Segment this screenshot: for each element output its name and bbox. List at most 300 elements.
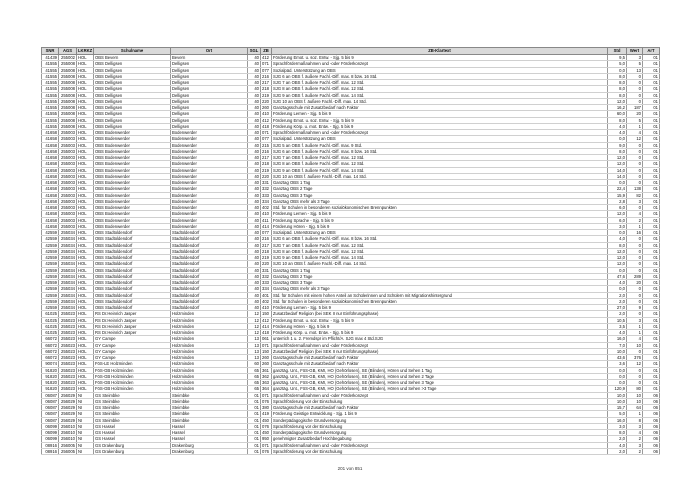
cell-sgl: 40: [248, 55, 261, 61]
cell-zb-klartext: Sprachfördermaßnahmen und -oder Förderkonzept: [272, 342, 608, 348]
cell-sgl: 40: [248, 286, 261, 292]
cell-art: 01: [643, 111, 660, 117]
cell-ags: 255008: [59, 92, 77, 98]
cell-ort: Holzminden: [171, 323, 248, 329]
cell-std: 0,0: [608, 373, 627, 379]
cell-snr: 06087: [42, 405, 59, 411]
cell-std: 8,0: [608, 73, 627, 79]
cell-zb-klartext: Ganztag OBS mehr als 3 Tage: [272, 198, 608, 204]
cell-lkrkz: HOL: [77, 311, 94, 317]
cell-zb-klartext: Zusatzbedarf Religion (bei SEK II nur Einführungsphase): [272, 348, 608, 354]
cell-snr: 41658: [42, 136, 59, 142]
cell-zb-klartext: Ganztag OBS 2 Tage: [272, 273, 608, 279]
cell-zb-klartext: Ganztag OBS 3 Tage: [272, 192, 608, 198]
cell-art: 01: [643, 73, 660, 79]
cell-zb-klartext: Sozialpäd. Unterstützung an OBS: [272, 136, 608, 142]
cell-zb: 077: [261, 230, 272, 236]
cell-art: 01: [643, 61, 660, 67]
cell-wert: 10: [627, 342, 643, 348]
cell-snr: 41658: [42, 173, 59, 179]
cell-wert: 13: [627, 67, 643, 73]
cell-sgl: 40: [248, 186, 261, 192]
cell-zb-klartext: ganztäg. Unt., FöS-GB, KMI, HO (Gehörlosen), SE (Blinden), Hören und Sehen 3 Tage: [272, 380, 608, 386]
cell-wert: 0: [627, 242, 643, 248]
cell-wert: 1: [627, 223, 643, 229]
cell-sgl: 40: [248, 155, 261, 161]
cell-ort: Stadtoldendorf: [171, 236, 248, 242]
cell-zb: 414: [261, 323, 272, 329]
cell-sgl: 60: [248, 361, 261, 367]
cell-wert: 0: [627, 348, 643, 354]
cell-snr: 91820: [42, 373, 59, 379]
cell-std: 12,0: [608, 211, 627, 217]
cell-snr: 41555: [42, 67, 59, 73]
cell-schulname: OBS Stadtoldendorf: [94, 292, 171, 298]
cell-wert: 0: [627, 367, 643, 373]
header-row: [42, 48, 660, 55]
cell-art: 06: [643, 442, 660, 448]
cell-schulname: OBS Bodenwerder: [94, 173, 171, 179]
cell-ort: Stadtoldendorf: [171, 242, 248, 248]
cell-art: 01: [643, 173, 660, 179]
cell-art: 01: [643, 311, 660, 317]
cell-zb-klartext: Förderung Lernen - Sjg. 5 bis 9: [272, 305, 608, 311]
cell-sgl: 40: [248, 142, 261, 148]
cell-lkrkz: HOL: [77, 211, 94, 217]
cell-lkrkz: NI: [77, 442, 94, 448]
cell-sgl: 40: [248, 192, 261, 198]
cell-snr: 41555: [42, 123, 59, 129]
cell-ort: Delligsen: [171, 92, 248, 98]
cell-lkrkz: HOL: [77, 367, 94, 373]
cell-art: 01: [643, 305, 660, 311]
cell-snr: 08916: [42, 448, 59, 454]
cell-zb-klartext: SJG 10 an OBS f. äußere Fachl.-Diff. max. 14 Std.: [272, 98, 608, 104]
cell-zb-klartext: SJG 6 an OBS f. äußere Fachl.-Diff. max. 8 bzw. 16 Std.: [272, 73, 608, 79]
cell-snr: 41555: [42, 80, 59, 86]
cell-zb-klartext: Std. für Schulen in besonderen sozialökonomischen Brennpunkten: [272, 205, 608, 211]
cell-wert: 0: [627, 267, 643, 273]
col-sgl: SGL: [248, 48, 261, 55]
cell-std: 6,0: [608, 217, 627, 223]
cell-schulname: OBS Stadtoldendorf: [94, 305, 171, 311]
cell-snr: 41439: [42, 55, 59, 61]
cell-sgl: 12: [248, 323, 261, 329]
cell-snr: 42559: [42, 230, 59, 236]
cell-zb-klartext: Förderung Emot. u. soz. Entw. - Sjg. 5 bis 9: [272, 55, 608, 61]
cell-ort: Delligsen: [171, 86, 248, 92]
cell-snr: 42559: [42, 255, 59, 261]
cell-schulname: OBS Bodenwerder: [94, 186, 171, 192]
cell-schulname: OBS Bodenwerder: [94, 148, 171, 154]
cell-zb-klartext: Ganztagsschule mit Zusatzbedarf nach Faktor: [272, 361, 608, 367]
cell-ags: 255034: [59, 280, 77, 286]
cell-ort: Holzminden: [171, 348, 248, 354]
cell-art: 01: [643, 80, 660, 86]
cell-sgl: 40: [248, 273, 261, 279]
cell-zb: 362: [261, 373, 272, 379]
cell-sgl: 01: [248, 405, 261, 411]
cell-wert: 0: [627, 98, 643, 104]
cell-wert: 376: [627, 355, 643, 361]
cell-sgl: 65: [248, 386, 261, 392]
cell-art: 01: [643, 117, 660, 123]
cell-ort: Bodenwerder: [171, 136, 248, 142]
cell-schulname: OBS Delligsen: [94, 111, 171, 117]
cell-ags: 255034: [59, 261, 77, 267]
cell-schulname: GS Steimbke: [94, 417, 171, 423]
cell-zb: 401: [261, 292, 272, 298]
cell-schulname: FöS-GB Holzminden: [94, 386, 171, 392]
cell-schulname: OBS Delligsen: [94, 117, 171, 123]
cell-snr: 41658: [42, 130, 59, 136]
cell-snr: 42559: [42, 305, 59, 311]
cell-zb: 216: [261, 73, 272, 79]
cell-art: 06: [643, 411, 660, 417]
cell-art: 01: [643, 211, 660, 217]
cell-schulname: OBS Stadtoldendorf: [94, 255, 171, 261]
cell-ort: Holzminden: [171, 386, 248, 392]
cell-zb: 334: [261, 198, 272, 204]
cell-art: 01: [643, 261, 660, 267]
cell-wert: 64: [627, 405, 643, 411]
cell-art: 01: [643, 148, 660, 154]
cell-zb-klartext: SJG 7 an OBS f. äußere Fachl.-Diff. max. 12 Std.: [272, 155, 608, 161]
cell-std: 0,0: [608, 380, 627, 386]
cell-schulname: OBS Delligsen: [94, 86, 171, 92]
cell-ort: Delligsen: [171, 61, 248, 67]
cell-lkrkz: HOL: [77, 336, 94, 342]
cell-zb: 061: [261, 336, 272, 342]
cell-ort: Bodenwerder: [171, 130, 248, 136]
cell-art: 01: [643, 336, 660, 342]
cell-sgl: 40: [248, 161, 261, 167]
cell-schulname: OBS Bodenwerder: [94, 211, 171, 217]
cell-schulname: GS Hassel: [94, 423, 171, 429]
cell-ort: Delligsen: [171, 98, 248, 104]
cell-zb-klartext: Zusatzbedarf Religion (bei SEK II nur Einführungsphase): [272, 311, 608, 317]
cell-schulname: GS Steimbke: [94, 398, 171, 404]
cell-snr: 06087: [42, 398, 59, 404]
cell-zb-klartext: Ganztag OBS mehr als 3 Tage: [272, 286, 608, 292]
cell-art: 01: [643, 217, 660, 223]
cell-ort: Holzminden: [171, 330, 248, 336]
cell-wert: 0: [627, 92, 643, 98]
cell-art: 01: [643, 361, 660, 367]
cell-ort: Bevern: [171, 55, 248, 61]
cell-lkrkz: HOL: [77, 236, 94, 242]
cell-zb-klartext: Förderung Emot. u. soz. Entw. - Sjg. 5 bis 9: [272, 117, 608, 123]
cell-wert: 10: [627, 398, 643, 404]
cell-ort: Bodenwerder: [171, 155, 248, 161]
cell-snr: 41658: [42, 217, 59, 223]
cell-art: 01: [643, 230, 660, 236]
cell-lkrkz: HOL: [77, 80, 94, 86]
cell-art: 01: [643, 198, 660, 204]
cell-lkrkz: HOL: [77, 105, 94, 111]
cell-snr: 41555: [42, 117, 59, 123]
cell-wert: 4: [627, 430, 643, 436]
cell-zb-klartext: Sprachförderung vor der Einschulung: [272, 448, 608, 454]
cell-lkrkz: HOL: [77, 373, 94, 379]
cell-snr: 91820: [42, 380, 59, 386]
report-sheet: [41, 47, 659, 455]
cell-ags: 255003: [59, 130, 77, 136]
cell-zb: 216: [261, 148, 272, 154]
cell-snr: 42559: [42, 298, 59, 304]
cell-wert: 1: [627, 323, 643, 329]
cell-sgl: 40: [248, 305, 261, 311]
cell-sgl: 40: [248, 105, 261, 111]
cell-zb: 364: [261, 386, 272, 392]
cell-snr: 41658: [42, 148, 59, 154]
cell-sgl: 40: [248, 230, 261, 236]
cell-ort: Steimbke: [171, 417, 248, 423]
cell-zb-klartext: Sonderpädagogische Grundversorgung: [272, 430, 608, 436]
cell-zb: 450: [261, 430, 272, 436]
cell-lkrkz: HOL: [77, 123, 94, 129]
cell-lkrkz: NI: [77, 411, 94, 417]
cell-schulname: OBS Bodenwerder: [94, 161, 171, 167]
cell-ags: 255034: [59, 273, 77, 279]
cell-sgl: 40: [248, 261, 261, 267]
cell-snr: 91820: [42, 386, 59, 392]
cell-art: 01: [643, 167, 660, 173]
cell-ort: Holzminden: [171, 361, 248, 367]
cell-zb-klartext: Förderung Lernen - Sjg. 5 bis 9: [272, 211, 608, 217]
cell-wert: 2: [627, 217, 643, 223]
cell-ags: 255034: [59, 248, 77, 254]
cell-ort: Stadtoldendorf: [171, 292, 248, 298]
cell-lkrkz: HOL: [77, 273, 94, 279]
cell-std: 4,0: [608, 442, 627, 448]
cell-zb: 334: [261, 286, 272, 292]
cell-ort: Holzminden: [171, 317, 248, 323]
cell-schulname: GS Hassel: [94, 430, 171, 436]
cell-art: 01: [643, 292, 660, 298]
cell-schulname: OBS Bodenwerder: [94, 142, 171, 148]
cell-std: 4,0: [608, 123, 627, 129]
cell-art: 06: [643, 398, 660, 404]
cell-sgl: 01: [248, 411, 261, 417]
cell-ags: 255023: [59, 361, 77, 367]
cell-sgl: 40: [248, 298, 261, 304]
cell-sgl: 40: [248, 136, 261, 142]
cell-sgl: 40: [248, 248, 261, 254]
cell-art: 01: [643, 280, 660, 286]
cell-ags: 255003: [59, 205, 77, 211]
cell-art: 01: [643, 342, 660, 348]
cell-lkrkz: HOL: [77, 111, 94, 117]
cell-snr: 08916: [42, 442, 59, 448]
cell-art: 01: [643, 373, 660, 379]
cell-wert: 4: [627, 336, 643, 342]
cell-std: 27,0: [608, 305, 627, 311]
cell-wert: 0: [627, 205, 643, 211]
cell-sgl: 01: [248, 430, 261, 436]
cell-wert: 0: [627, 161, 643, 167]
cell-ort: Delligsen: [171, 67, 248, 73]
cell-sgl: 40: [248, 223, 261, 229]
cell-ags: 256010: [59, 423, 77, 429]
cell-zb: 077: [261, 67, 272, 73]
cell-schulname: OBS Bodenwerder: [94, 223, 171, 229]
cell-zb: 215: [261, 142, 272, 148]
cell-std: 2,0: [608, 298, 627, 304]
cell-sgl: 65: [248, 380, 261, 386]
cell-wert: 3: [627, 423, 643, 429]
cell-snr: 66072: [42, 336, 59, 342]
cell-ags: 255034: [59, 298, 77, 304]
cell-ags: 255034: [59, 286, 77, 292]
cell-std: 8,0: [608, 242, 627, 248]
col-wert: Wert: [627, 48, 643, 55]
cell-sgl: 40: [248, 242, 261, 248]
cell-lkrkz: HOL: [77, 242, 94, 248]
cell-snr: 41658: [42, 223, 59, 229]
cell-sgl: 40: [248, 198, 261, 204]
cell-std: 14,0: [608, 173, 627, 179]
cell-ort: Bodenwerder: [171, 223, 248, 229]
cell-sgl: 40: [248, 267, 261, 273]
cell-sgl: 40: [248, 73, 261, 79]
cell-ags: 255034: [59, 267, 77, 273]
cell-sgl: 40: [248, 205, 261, 211]
cell-ags: 255023: [59, 373, 77, 379]
cell-ags: 255008: [59, 80, 77, 86]
cell-zb-klartext: SJG 6 an OBS f. äußere Fachl.-Diff. max. 8 bzw. 16 Std.: [272, 236, 608, 242]
cell-zb-klartext: Std. für Schulen mit einem hohen Anteil an Schülerinnen und Schülern mit Migrationshintergrund: [272, 292, 608, 298]
cell-wert: 0: [627, 248, 643, 254]
page-number: 201 von 851: [337, 466, 363, 471]
cell-ags: 255008: [59, 105, 77, 111]
cell-std: 4,0: [608, 330, 627, 336]
cell-schulname: OBS Stadtoldendorf: [94, 236, 171, 242]
cell-schulname: OBS Stadtoldendorf: [94, 273, 171, 279]
cell-ags: 255008: [59, 67, 77, 73]
cell-ort: Delligsen: [171, 117, 248, 123]
cell-schulname: OBS Delligsen: [94, 80, 171, 86]
cell-art: 06: [643, 392, 660, 398]
cell-ort: Stadtoldendorf: [171, 305, 248, 311]
cell-wert: 0: [627, 373, 643, 379]
cell-std: 120,9: [608, 386, 627, 392]
cell-ags: 255003: [59, 167, 77, 173]
cell-ort: Bodenwerder: [171, 161, 248, 167]
cell-zb: 412: [261, 317, 272, 323]
cell-std: 10,0: [608, 398, 627, 404]
cell-sgl: 13: [248, 348, 261, 354]
cell-lkrkz: HOL: [77, 55, 94, 61]
cell-sgl: 40: [248, 148, 261, 154]
cell-lkrkz: NI: [77, 423, 94, 429]
cell-schulname: OBS Stadtoldendorf: [94, 267, 171, 273]
cell-std: 8,0: [608, 92, 627, 98]
cell-ags: 255003: [59, 148, 77, 154]
cell-lkrkz: NI: [77, 436, 94, 442]
cell-zb-klartext: ganztäg. Unt., FöS-GB, KMI, HO (Gehörlosen), SE (Blinden), Hören und Sehen >3 Tage: [272, 386, 608, 392]
cell-sgl: 13: [248, 355, 261, 361]
cell-snr: 42559: [42, 286, 59, 292]
cell-ags: 256029: [59, 398, 77, 404]
cell-wert: 20: [627, 111, 643, 117]
cell-zb-klartext: SJG 8 an OBS f. äußere Fachl.-Diff. max. 12 Std.: [272, 248, 608, 254]
cell-lkrkz: HOL: [77, 248, 94, 254]
cell-ort: Holzminden: [171, 380, 248, 386]
cell-ort: Stadtoldendorf: [171, 280, 248, 286]
cell-zb: 333: [261, 192, 272, 198]
cell-art: 01: [643, 255, 660, 261]
cell-std: 3,0: [608, 423, 627, 429]
cell-schulname: OBS Delligsen: [94, 73, 171, 79]
cell-wert: 2: [627, 436, 643, 442]
cell-std: 47,6: [608, 273, 627, 279]
cell-ort: Bodenwerder: [171, 167, 248, 173]
cell-snr: 41658: [42, 186, 59, 192]
cell-std: 0,0: [608, 230, 627, 236]
cell-ort: Bodenwerder: [171, 205, 248, 211]
cell-schulname: GY Campe: [94, 348, 171, 354]
cell-schulname: OBS Bodenwerder: [94, 198, 171, 204]
cell-zb: 219: [261, 167, 272, 173]
cell-snr: 66072: [42, 342, 59, 348]
cell-lkrkz: HOL: [77, 361, 94, 367]
cell-schulname: RS Dr.Heinrich Jasper: [94, 330, 171, 336]
cell-std: 5,0: [608, 61, 627, 67]
cell-std: 6,0: [608, 205, 627, 211]
cell-wert: 0: [627, 298, 643, 304]
cell-lkrkz: HOL: [77, 217, 94, 223]
cell-zb-klartext: SJG 7 an OBS f. äußere Fachl.-Diff. max. 12 Std.: [272, 80, 608, 86]
cell-ort: Bodenwerder: [171, 173, 248, 179]
cell-ags: 256005: [59, 448, 77, 454]
cell-std: 8,0: [608, 430, 627, 436]
cell-zb: 076: [261, 398, 272, 404]
col-ags: AGS: [59, 48, 77, 55]
cell-std: 0,0: [608, 367, 627, 373]
col-ort: Ort: [171, 48, 248, 55]
cell-snr: 91820: [42, 367, 59, 373]
cell-sgl: 40: [248, 80, 261, 86]
cell-zb: 220: [261, 98, 272, 104]
cell-std: 3,5: [608, 323, 627, 329]
cell-lkrkz: NI: [77, 430, 94, 436]
cell-wert: 4: [627, 211, 643, 217]
cell-zb: 363: [261, 380, 272, 386]
cell-schulname: OBS Bodenwerder: [94, 180, 171, 186]
cell-ags: 255003: [59, 142, 77, 148]
cell-zb: 450: [261, 417, 272, 423]
cell-std: 8,0: [608, 148, 627, 154]
cell-snr: 61025: [42, 311, 59, 317]
cell-snr: 41658: [42, 180, 59, 186]
cell-zb-klartext: SJG 8 an OBS f. äußere Fachl.-Diff. max. 12 Std.: [272, 86, 608, 92]
cell-lkrkz: HOL: [77, 323, 94, 329]
cell-ort: Holzminden: [171, 373, 248, 379]
cell-art: 01: [643, 298, 660, 304]
cell-lkrkz: HOL: [77, 86, 94, 92]
cell-zb: 076: [261, 448, 272, 454]
cell-snr: 41658: [42, 142, 59, 148]
cell-snr: 06099: [42, 436, 59, 442]
cell-snr: 42559: [42, 292, 59, 298]
cell-sgl: 40: [248, 217, 261, 223]
cell-zb-klartext: Ganztag OBS 2 Tage: [272, 186, 608, 192]
cell-lkrkz: NI: [77, 398, 94, 404]
cell-schulname: OBS Bodenwerder: [94, 192, 171, 198]
cell-ags: 255003: [59, 217, 77, 223]
cell-zb: 361: [261, 367, 272, 373]
